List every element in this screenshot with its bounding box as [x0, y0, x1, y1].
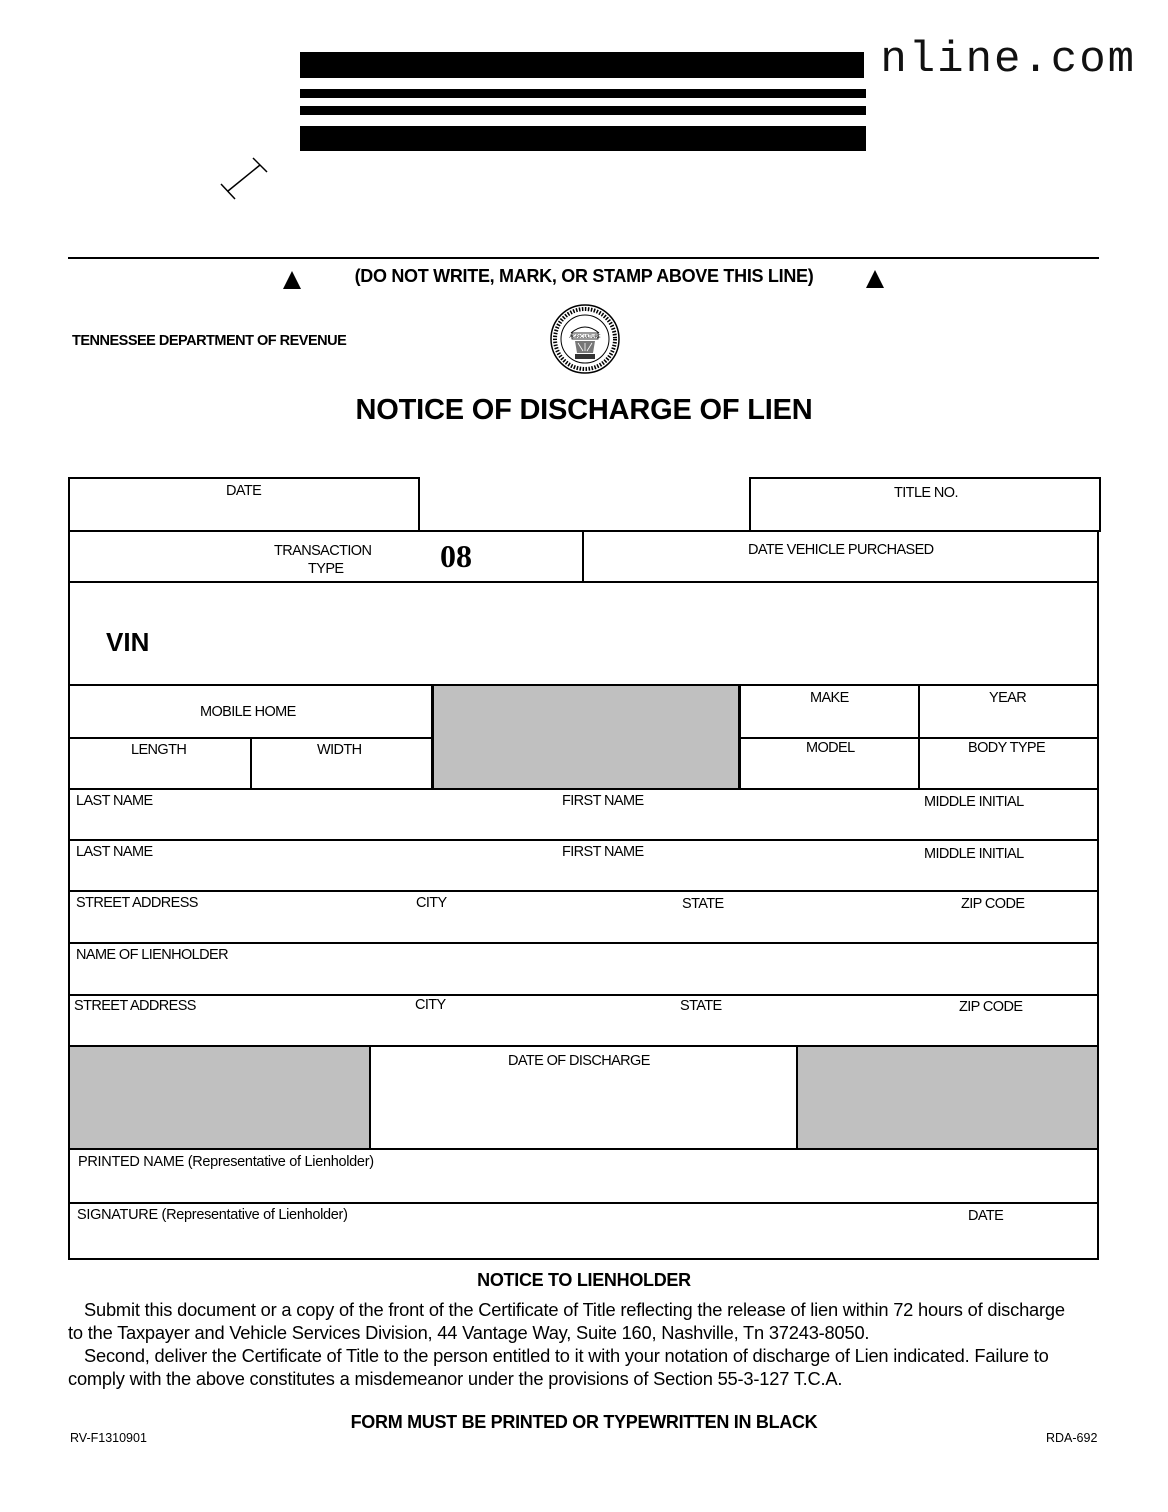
owner1-middle-initial-field[interactable]: MIDDLE INITIAL — [924, 794, 1024, 810]
notice-paragraph-1-line-2: to the Taxpayer and Vehicle Services Division, 44 Vantage Way, Suite 160, Nashville, Tn 37243-8050. — [68, 1322, 870, 1343]
year-field[interactable]: YEAR — [989, 690, 1027, 706]
seal-text: AGRICULTURE — [569, 335, 601, 340]
owner-city-field[interactable]: CITY — [416, 895, 447, 911]
date-field[interactable]: DATE — [226, 483, 262, 499]
print-instruction: FORM MUST BE PRINTED OR TYPEWRITTEN IN BLACK — [350, 1412, 818, 1432]
signature-field[interactable] — [77, 1207, 348, 1224]
transaction-type-value: 08 — [440, 538, 472, 574]
mobile-home-label: MOBILE HOME — [200, 704, 296, 720]
printed-name-label: PRINTED NAME — [78, 1154, 184, 1170]
redaction-bar-2 — [300, 89, 866, 98]
redaction-bar-3 — [300, 106, 866, 115]
signature-label: SIGNATURE — [77, 1207, 158, 1223]
printed-name-sublabel: (Representative of Lienholder) — [183, 1154, 374, 1170]
owner1-first-name-field[interactable]: FIRST NAME — [562, 793, 644, 809]
form-title: NOTICE OF DISCHARGE OF LIEN — [355, 394, 813, 426]
shaded-block-left — [70, 1047, 370, 1149]
owner2-first-name-field[interactable]: FIRST NAME — [562, 844, 644, 860]
shaded-block-right — [798, 1047, 1097, 1149]
date-vehicle-purchased-field[interactable]: DATE VEHICLE PURCHASED — [748, 542, 934, 558]
owner2-last-name-field[interactable]: LAST NAME — [76, 844, 153, 860]
form-code-right: RDA-692 — [1046, 1431, 1098, 1445]
redaction-bar-4 — [300, 126, 866, 151]
signature-date-field[interactable]: DATE — [968, 1208, 1004, 1224]
department-name: TENNESSEE DEPARTMENT OF REVENUE — [72, 333, 347, 349]
vin-field[interactable]: VIN — [106, 627, 150, 657]
notice-heading: NOTICE TO LIENHOLDER — [477, 1270, 691, 1290]
owner1-last-name-field[interactable]: LAST NAME — [76, 793, 153, 809]
model-field[interactable]: MODEL — [806, 740, 855, 756]
printed-name-field[interactable] — [78, 1154, 374, 1171]
lienholder-name-field[interactable]: NAME OF LIENHOLDER — [76, 947, 228, 963]
width-field[interactable]: WIDTH — [317, 742, 362, 758]
title-no-field[interactable]: TITLE NO. — [894, 485, 958, 501]
tennessee-state-seal-icon — [549, 303, 621, 375]
notice-paragraph-2-line-1: Second, deliver the Certificate of Title to the person entitled to it with your notation of discharge of Lien indicated. Failure to — [84, 1345, 1049, 1366]
lienholder-state-field[interactable]: STATE — [680, 998, 722, 1014]
length-field[interactable]: LENGTH — [131, 742, 187, 758]
lienholder-street-address-field[interactable]: STREET ADDRESS — [74, 998, 196, 1014]
lienholder-city-field[interactable]: CITY — [415, 997, 446, 1013]
form-code-left: RV-F1310901 — [70, 1431, 147, 1445]
transaction-type-label-1: TRANSACTION — [274, 543, 372, 559]
transaction-type-label-2: TYPE — [308, 561, 344, 577]
watermark-text: nline.com — [880, 35, 1136, 85]
registration-mark-icon — [220, 155, 272, 205]
date-of-discharge-field[interactable]: DATE OF DISCHARGE — [508, 1053, 650, 1069]
shaded-block-vehicle — [433, 686, 739, 788]
body-type-field[interactable]: BODY TYPE — [968, 740, 1046, 756]
lienholder-zip-code-field[interactable]: ZIP CODE — [959, 999, 1023, 1015]
make-field[interactable]: MAKE — [810, 690, 849, 706]
owner-state-field[interactable]: STATE — [682, 896, 724, 912]
notice-paragraph-1-line-1: Submit this document or a copy of the front of the Certificate of Title reflecting the release of lien within 72 hours of discharge — [84, 1299, 1065, 1320]
owner-zip-code-field[interactable]: ZIP CODE — [961, 896, 1025, 912]
notice-paragraph-2-line-2: comply with the above constitutes a misdemeanor under the provisions of Section 55-3-127 T.C.A. — [68, 1368, 843, 1389]
owner2-middle-initial-field[interactable]: MIDDLE INITIAL — [924, 846, 1024, 862]
signature-sublabel: (Representative of Lienholder) — [157, 1207, 348, 1223]
redaction-bar-1 — [300, 52, 864, 78]
do-not-write-line — [68, 257, 1099, 259]
owner-street-address-field[interactable]: STREET ADDRESS — [76, 895, 198, 911]
do-not-write-notice: (DO NOT WRITE, MARK, OR STAMP ABOVE THIS LINE) — [354, 266, 814, 286]
